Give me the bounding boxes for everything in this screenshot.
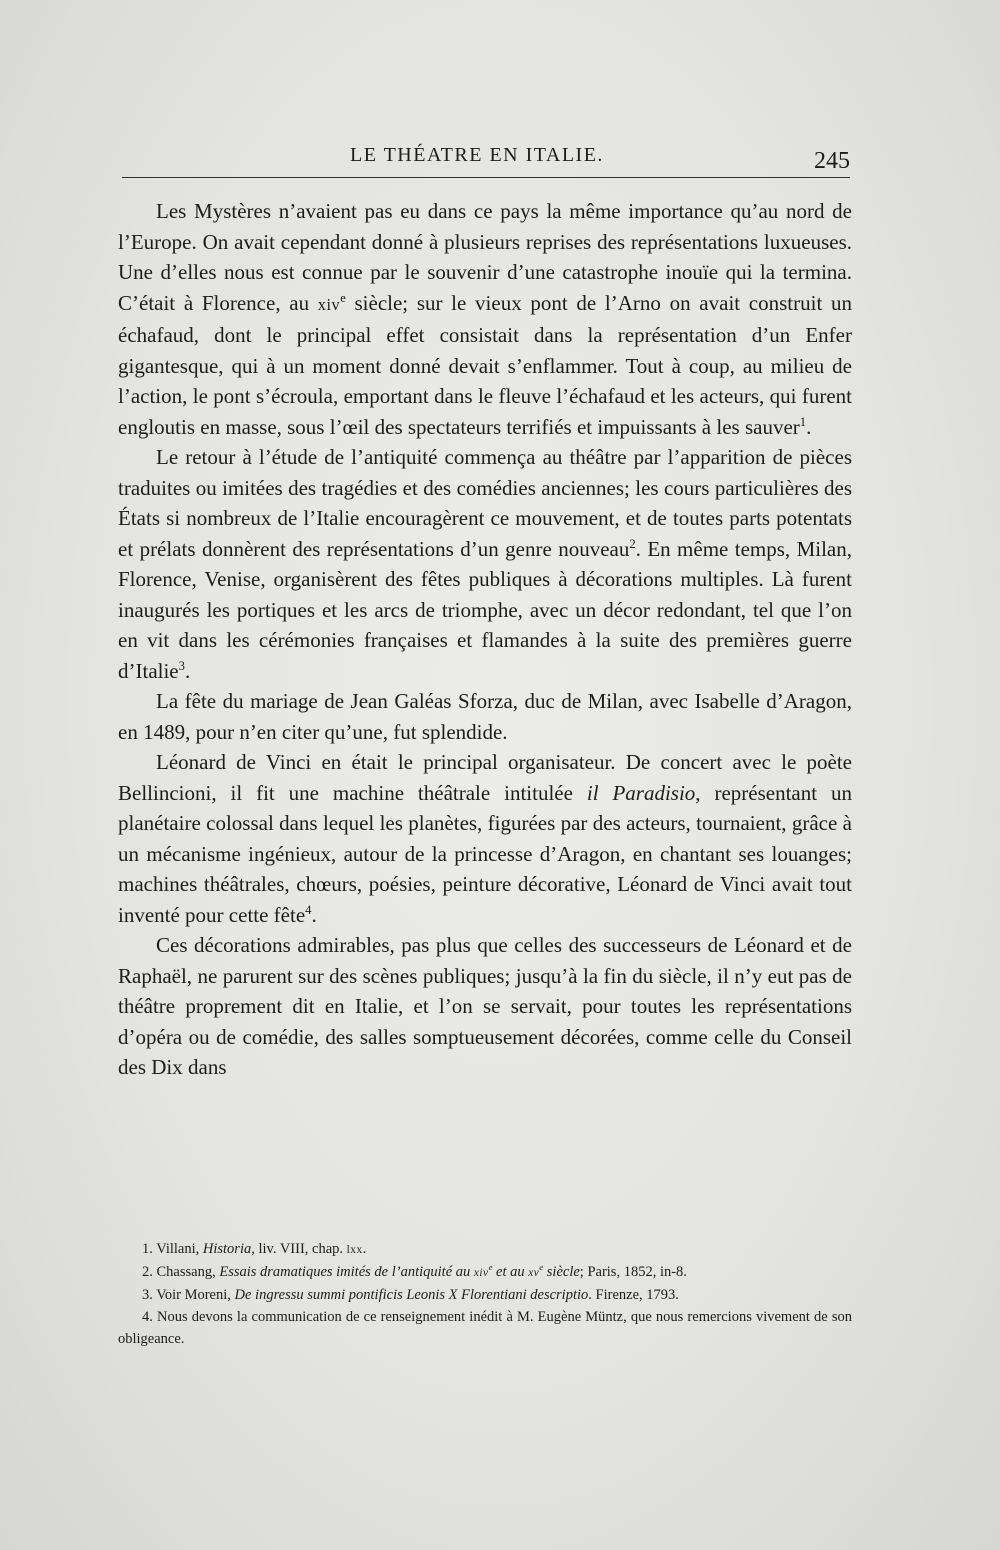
footnote-1 — [118, 1238, 852, 1261]
century-numeral: xiv — [317, 294, 341, 314]
paragraph-1 — [118, 196, 852, 442]
paragraph-4-text-b: , représentant un planétaire colossal dans lequel les planètes, figurées par des acteurs, tournaient, grâce à un mécanisme ingénieux, autour de la princesse d’Aragon, en chantant ses louanges; machines théâtrales, chœurs, poésies, peinture décorative, Léonard de Vinci avait tout inventé pour cette fête — [118, 780, 852, 927]
footnote-text: , liv. VIII, chap. — [251, 1241, 347, 1257]
footnote-ref-2: 2 — [629, 536, 636, 551]
paragraph-2-text-a: Le retour à l’étude de l’antiquité commença au théâtre par l’apparition de pièces traduites ou imitées des tragédies et des comédies anciennes; les cours particulières des États si nombreux de l’Italie encouragèrent ce mouvement, et de toutes parts potentats et prélats donnèrent des représentations d’un genre nouveau — [118, 445, 852, 561]
body-text — [118, 196, 852, 1083]
century-numeral: xv — [528, 1267, 540, 1279]
century-suffix: e — [539, 1262, 544, 1273]
paragraph-2-text-c: . — [184, 658, 191, 683]
footnote-number: 1. — [142, 1241, 153, 1257]
paragraph-4-text-c: . — [311, 902, 317, 927]
paragraph-5: Ces décorations admirables, pas plus que celles des successeurs de Léonard et de Raphaël, ne parurent sur des scènes publiques; jusqu’à la fin du siècle, il n’y eut pas de théâtre proprement dit en Italie, et l’on se servait, pour toutes les représentations d’opéra ou de comédie, des salles somptueusement décorées, comme celle du Conseil des Dix dans — [118, 933, 852, 1079]
paragraph-2 — [118, 442, 852, 686]
footnote-text: . Firenze, 1793. — [588, 1287, 679, 1303]
footnote-3 — [118, 1284, 852, 1306]
paragraph-2-text-b: . En même temps, Milan, Florence, Venise, organisèrent des fêtes publiques à décorations multiples. Là furent inaugurés les portiques et les arcs de triomphe, avec un décor redondant, tel que l’on en vit dans les cérémonies françaises et flamandes à la suite des premières guerre d’Italie — [118, 536, 853, 683]
paragraph-1-text-a: Les Mystères n’avaient pas eu dans ce pays la même importance qu’au nord de l’Europe. On avait cependant donné à plusieurs reprises des représentations luxueuses. Une d’elles nous est connue par le souvenir d’une catastrophe inouïe qui la termina. C’était à Florence, au — [118, 199, 852, 315]
footnote-ref-4: 4 — [305, 902, 312, 917]
footnote-4 — [118, 1306, 852, 1350]
footnote-text: Chassang, — [152, 1264, 220, 1280]
footnote-text: Voir Moreni, — [152, 1287, 235, 1303]
footnote-ref-1: 1 — [799, 414, 807, 429]
running-title: LE THÉATRE EN ITALIE. — [350, 144, 604, 166]
header-rule — [122, 177, 850, 178]
century-numeral: xiv — [473, 1267, 489, 1279]
footnote-text: Villani, — [152, 1241, 203, 1257]
chapter-numeral: lxx — [346, 1244, 363, 1256]
century-suffix: e — [340, 290, 346, 305]
footnote-title — [219, 1264, 579, 1280]
footnote-number: 3. — [142, 1287, 153, 1303]
footnote-title-part: siècle — [543, 1264, 580, 1280]
footnote-title: Historia — [202, 1241, 252, 1257]
paragraph-4-text-a: Léonard de Vinci en était le principal organisateur. De concert avec le poète Bellincioni, il fit une machine théâtrale intitulée — [118, 750, 852, 805]
footnote-title-part: et au — [492, 1264, 529, 1280]
footnote-text: Nous devons la communication de ce renseignement inédit à M. Eugène Müntz, que nous remercions vivement de son obligeance. — [118, 1309, 852, 1347]
paragraph-1-text-c: . — [806, 414, 812, 439]
footnote-title-part: Essais dramatiques imités de l’antiquité au — [219, 1264, 474, 1280]
footnote-2 — [118, 1261, 852, 1284]
paragraph-3: La fête du mariage de Jean Galéas Sforza, duc de Milan, avec Isabelle d’Aragon, en 1489, pour n’en citer qu’une, fut splendide. — [118, 689, 852, 744]
footnote-text: ; Paris, 1852, in-8. — [579, 1264, 687, 1280]
footnote-title: De ingressu summi pontificis Leonis X Florentiani descriptio — [234, 1287, 589, 1303]
page-number: 245 — [814, 148, 850, 174]
paragraph-1-text-b: siècle; sur le vieux pont de l’Arno on avait construit un échafaud, dont le principal effet consistait dans la représentation d’un Enfer gigantesque, qui à un moment donné devait s’enflammer. Tout à coup, au milieu de l’action, le pont s’écroula, emportant dans le fleuve l’échafaud et les acteurs, qui furent engloutis en masse, sous l’œil des spectateurs terrifiés et impuissants à les sauver — [118, 290, 852, 439]
footnote-text: . — [362, 1241, 367, 1257]
work-title: il Paradisio — [586, 780, 696, 805]
footnote-number: 4. — [142, 1309, 153, 1325]
footnote-number: 2. — [142, 1264, 153, 1280]
century-suffix: e — [488, 1262, 493, 1273]
paragraph-4 — [118, 747, 852, 930]
footnote-ref-3: 3 — [178, 658, 185, 673]
footnotes — [118, 1238, 852, 1350]
running-head — [122, 140, 850, 176]
